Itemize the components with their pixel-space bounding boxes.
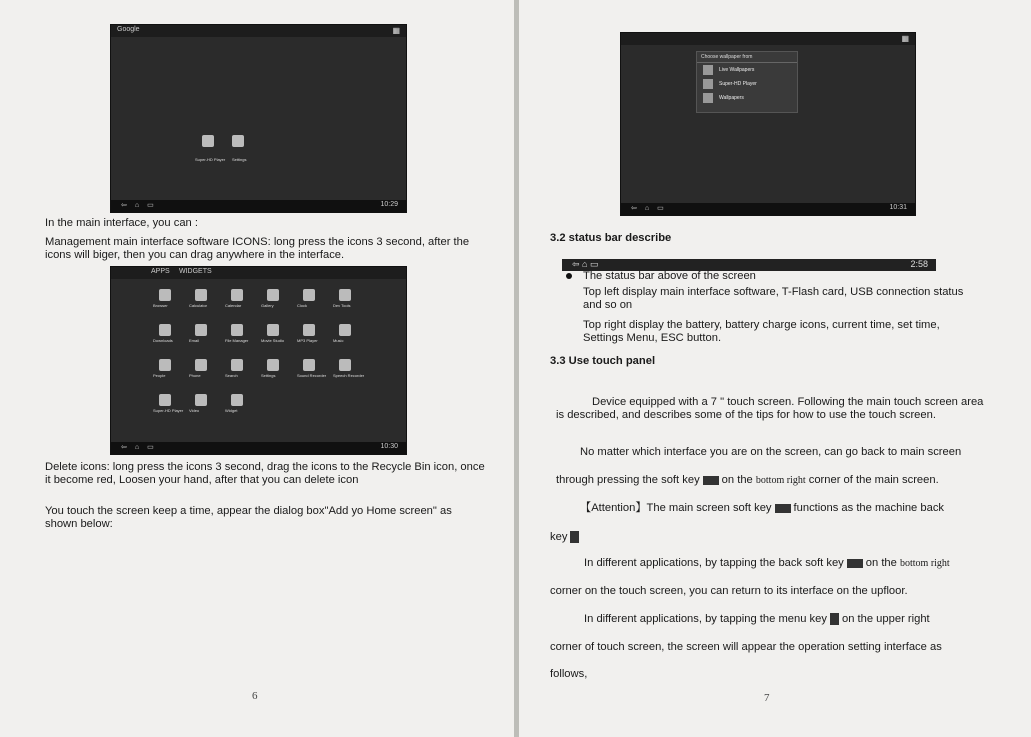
apps-screenshot	[110, 266, 407, 455]
back-key-text-position: bottom right	[899, 558, 950, 569]
soft-key-text-end: corner of the main screen.	[808, 474, 939, 486]
menu-key-icon	[830, 613, 839, 625]
app-label: Calculator	[189, 303, 208, 308]
dialog-instruction-text: You touch the screen keep a time, appear the dialog box"Add yo Home screen" as shown below:	[45, 505, 452, 530]
app-icon	[339, 289, 351, 301]
app-label: Widget	[225, 408, 238, 413]
app-icon	[303, 324, 315, 336]
status-bar-bullet-text: The status bar above of the screen	[583, 270, 756, 282]
screenshot-nav-bar	[111, 200, 406, 212]
app-icon	[159, 359, 171, 371]
screenshot-top-bar	[111, 25, 406, 37]
key-text: key	[550, 531, 568, 543]
live-wallpapers-option: Live Wallpapers	[697, 63, 797, 77]
app-label: Clock	[297, 303, 308, 308]
choose-wallpaper-dialog	[696, 51, 798, 113]
settings-icon	[232, 135, 244, 147]
app-icon	[303, 289, 315, 301]
status-time: 10:29	[380, 201, 398, 208]
status-top-left-text: Top left display main interface software, T-Flash card, USB connection status and so on	[583, 286, 964, 311]
touch-panel-text: Device equipped with a 7 " touch screen. Following the main touch screen area is described, and describes some of the tips for how to use the touch screen.	[556, 396, 984, 421]
app-label: File Manager	[225, 338, 249, 343]
operation-setting-text: corner of touch screen, the screen will appear the operation setting interface as	[550, 641, 942, 653]
app-label: MP3 Player	[297, 338, 318, 343]
screenshot-top-bar	[111, 267, 406, 279]
app-label: Settings	[261, 373, 276, 378]
app-icon	[231, 359, 243, 371]
status-bar-time: 2:58	[910, 259, 928, 269]
page-number: 6	[252, 690, 258, 702]
app-label: Gallery	[261, 303, 274, 308]
bullet-icon	[566, 273, 572, 279]
app-label: Downloads	[153, 338, 173, 343]
super-hd-player-option: Super-HD Player	[697, 77, 797, 91]
app-icon	[267, 289, 279, 301]
key-line	[550, 531, 582, 544]
wallpapers-option: Wallpapers	[697, 91, 797, 105]
status-time: 10:31	[889, 204, 907, 211]
app-icon	[159, 289, 171, 301]
home-key-icon	[703, 476, 719, 485]
app-label: Search	[225, 373, 238, 378]
nav-buttons-icon: ⇦⌂▭	[121, 202, 162, 209]
soft-key-line	[556, 474, 984, 487]
section-heading-3-2: 3.2 status bar describe	[550, 232, 672, 244]
soft-key-text-on: on the	[721, 474, 753, 486]
screenshot-nav-bar	[111, 442, 406, 454]
page-number: 7	[764, 692, 770, 704]
go-back-text: No matter which interface you are on the screen, can go back to main screen	[580, 446, 962, 458]
icon-label: Settings	[232, 157, 247, 162]
nav-buttons-icon: ⇦ ⌂ ▭	[572, 259, 599, 269]
nav-buttons-icon: ⇦⌂▭	[631, 205, 672, 212]
super-hd-player-icon	[202, 135, 214, 147]
app-icon	[159, 324, 171, 336]
app-icon	[195, 289, 207, 301]
app-label: Music	[333, 338, 344, 343]
google-search-label: Google	[117, 26, 140, 33]
app-icon	[303, 359, 315, 371]
home-screen-screenshot	[110, 24, 407, 213]
soft-key-text-position: bottom right	[755, 475, 806, 486]
app-label: Phone	[189, 373, 201, 378]
back-key-line	[584, 557, 984, 570]
app-icon	[339, 324, 351, 336]
home-key-icon	[570, 531, 579, 543]
screenshot-top-bar	[621, 33, 915, 45]
attention-text-end: functions as the machine back	[793, 502, 945, 514]
back-key-text-on: on the	[865, 557, 897, 569]
app-label: Speech Recorder	[333, 373, 365, 378]
status-time: 10:30	[380, 443, 398, 450]
nav-buttons-icon: ⇦⌂▭	[121, 444, 162, 451]
app-label: Sound Recorder	[297, 373, 327, 378]
menu-key-text: In different applications, by tapping the menu key	[584, 613, 827, 625]
screenshot-nav-bar	[621, 203, 915, 215]
follows-text: follows,	[550, 668, 588, 680]
apps-tab: APPS	[151, 268, 170, 275]
apps-grid-icon: ▦	[392, 26, 400, 35]
attention-text: 【Attention】The main screen soft key	[580, 502, 772, 514]
menu-key-line	[584, 613, 984, 626]
app-icon	[231, 324, 243, 336]
attention-line	[580, 502, 984, 515]
section-heading-3-3: 3.3 Use touch panel	[550, 355, 656, 367]
main-screen-key-icon	[775, 504, 791, 513]
soft-key-text: through pressing the soft key	[556, 474, 700, 486]
app-icon	[159, 394, 171, 406]
app-label: Dev Tools	[333, 303, 351, 308]
app-icon	[195, 324, 207, 336]
app-icon	[195, 394, 207, 406]
menu-key-text-end: on the upper right	[841, 613, 930, 625]
app-label: People	[153, 373, 166, 378]
status-top-right-text: Top right display the battery, battery charge icons, current time, set time, Settings Menu, ESC button.	[583, 319, 940, 344]
app-icon	[231, 289, 243, 301]
management-text: Management main interface software ICONS: long press the icons 3 second, after the icons will biger, then you can drag anywhere in the interface.	[45, 236, 470, 261]
app-label: Email	[189, 338, 200, 343]
widgets-tab: WIDGETS	[179, 268, 212, 275]
delete-icons-text: Delete icons: long press the icons 3 second, drag the icons to the Recycle Bin icon, once it become red, Loosen your hand, after that you can delete icon	[45, 461, 485, 486]
app-icon	[267, 359, 279, 371]
dialog-title: Choose wallpaper from	[697, 52, 797, 63]
app-label: Movie Studio	[261, 338, 285, 343]
upfloor-text: corner on the touch screen, you can return to its interface on the upfloor.	[550, 585, 908, 597]
app-icon	[195, 359, 207, 371]
app-label: Super-HD Player	[153, 408, 184, 413]
back-key-icon	[847, 559, 863, 568]
app-icon	[231, 394, 243, 406]
back-key-text: In different applications, by tapping the back soft key	[584, 557, 844, 569]
app-label: Calendar	[225, 303, 242, 308]
app-label: Browser	[153, 303, 168, 308]
icon-label: Super-HD Player	[195, 157, 226, 162]
wallpaper-screenshot	[620, 32, 916, 216]
app-icon	[339, 359, 351, 371]
intro-text: In the main interface, you can :	[45, 217, 198, 229]
app-icon	[267, 324, 279, 336]
app-label: Video	[189, 408, 200, 413]
apps-grid-icon: ▦	[901, 34, 909, 43]
